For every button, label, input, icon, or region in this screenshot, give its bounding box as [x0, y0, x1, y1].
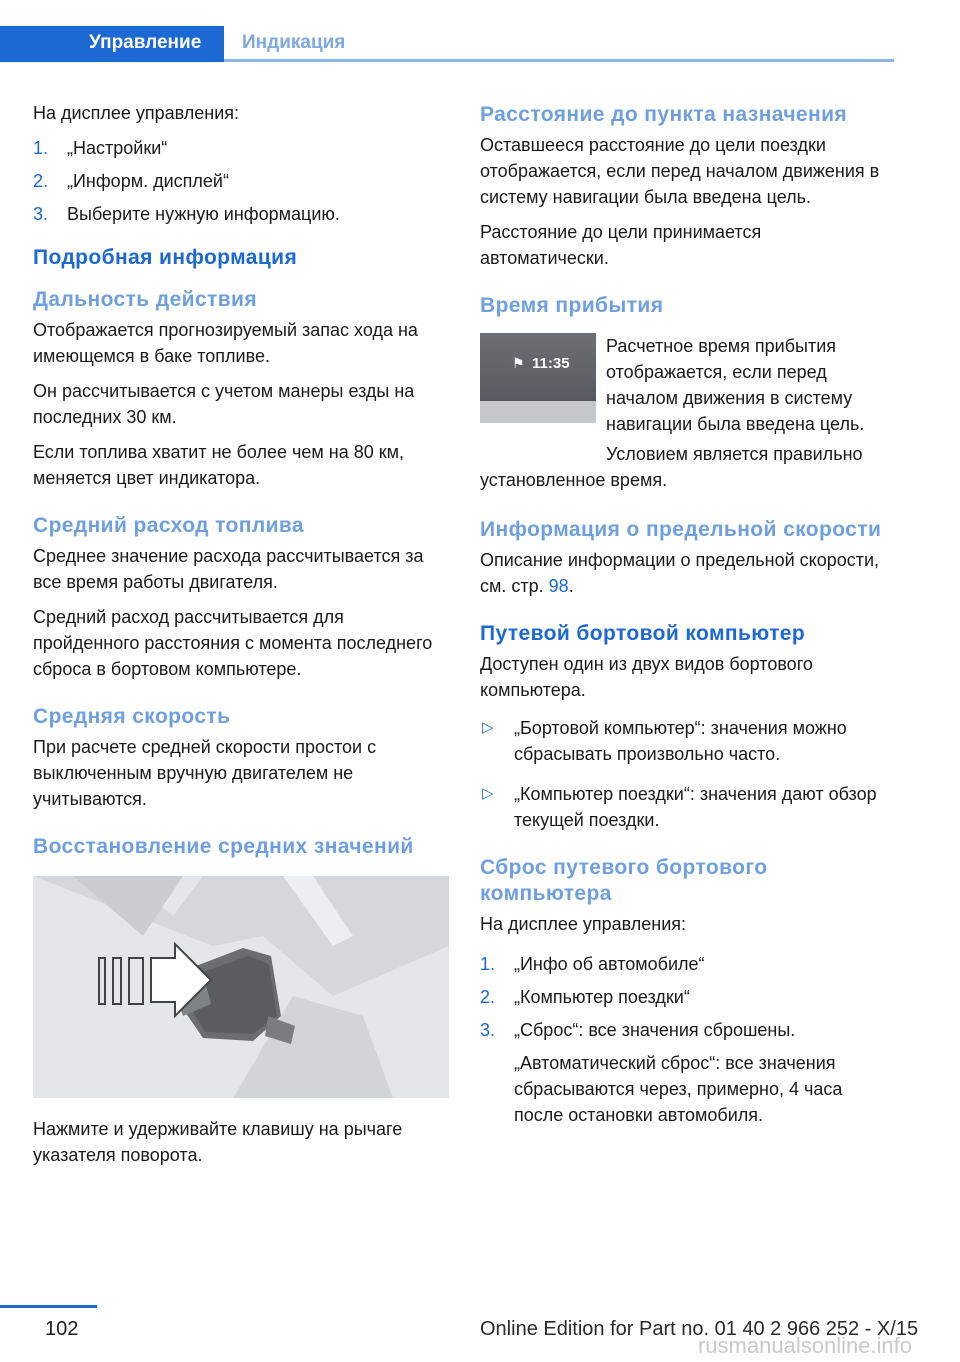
avg-speed-text: При расчете средней скорости простои с выключенным вручную двигателем не учитываются.: [33, 737, 377, 809]
header-tabs: [0, 26, 894, 62]
tab-control[interactable]: Управление: [0, 26, 224, 62]
section-title: Подробная информация: [33, 246, 298, 269]
footer-rule: [0, 1305, 97, 1308]
step-number: 1.: [480, 954, 496, 974]
step-text: „Настройки“: [67, 138, 168, 158]
lever-illustration: [33, 876, 449, 1098]
left-column: [33, 100, 449, 1177]
trip-computer-text: Доступен один из двух видов бортового компьютера.: [480, 654, 813, 700]
triangle-bullet-icon: ▷: [482, 719, 494, 736]
reset-averages-text: Нажмите и удерживайте клавишу на рычаге указателя поворота.: [33, 1119, 403, 1165]
arrival-text-1: Расчетное время прибытия отображается, если перед началом движения в систему навигации была введена цель.: [606, 336, 865, 434]
arrival-text-2: Условием является правильно установленное время.: [480, 444, 863, 490]
range-text-3: Если топлива хватит не более чем на 80 км, меняется цвет индикатора.: [33, 442, 405, 488]
list-item: [33, 168, 449, 194]
list-item: [480, 715, 894, 767]
tab-underline: [224, 59, 894, 62]
step-number: 1.: [33, 138, 49, 158]
range-text-2: Он рассчитывается с учетом манеры езды на последних 30 км.: [33, 381, 415, 427]
flag-icon: ⚑: [512, 355, 525, 371]
arrival-display-image: [480, 333, 596, 423]
trip-reset-intro: На дисплее управления:: [480, 914, 687, 934]
bullet-text: „Бортовой компьютер“: значения можно сбрасывать произвольно часто.: [514, 718, 847, 764]
bullet-text: „Компьютер поездки“: значения дают обзор текущей поездки.: [514, 784, 877, 830]
edition-text: Online Edition for Part no. 01 40 2 966 252 - X/15: [480, 1318, 919, 1340]
arrival-text: [606, 333, 896, 446]
page-link[interactable]: 98: [548, 576, 569, 596]
trip-reset-auto-text: „Автоматический сброс“: все значения сбрасываются через, примерно, 4 часа после остановки автомобиля.: [514, 1053, 843, 1125]
arrival-display-time: 11:35: [532, 355, 570, 372]
triangle-bullet-icon: ▷: [482, 785, 494, 802]
step-number: 2.: [33, 171, 49, 191]
distance-text-2: Расстояние до цели принимается автоматически.: [480, 222, 762, 268]
list-item: [480, 781, 894, 833]
arrival-title: Время прибытия: [480, 294, 664, 317]
step-number: 3.: [33, 204, 49, 224]
watermark-text: rusmanualsonline.info: [698, 1333, 913, 1358]
arrival-block: [480, 333, 894, 443]
avg-consumption-text-2: Средний расход рассчитывается для пройденного расстояния с момента последнего сброса в бортовом компьютере.: [33, 607, 433, 679]
intro-text: На дисплее управления:: [33, 103, 240, 123]
speed-limit-title: Информация о предельной скорости: [480, 518, 882, 541]
list-item: [480, 951, 894, 977]
page-number: 102: [45, 1318, 79, 1340]
right-column: [480, 100, 894, 1128]
turn-signal-lever-image: [33, 876, 449, 1098]
avg-consumption-text-1: Среднее значение расхода рассчитывается за все время работы двигателя.: [33, 546, 424, 592]
tab-display[interactable]: Индикация: [242, 32, 346, 53]
speed-limit-text: Описание информации о предельной скорости, см. стр. 98.: [480, 550, 880, 596]
step-number: 3.: [480, 1020, 496, 1040]
trip-computer-list: [480, 715, 894, 833]
reset-averages-title: Восстановление средних значений: [33, 835, 414, 858]
step-text: „Сброс“: все значения сброшены.: [514, 1020, 796, 1040]
distance-title: Расстояние до пункта назначения: [480, 103, 848, 126]
step-text: Выберите нужную информацию.: [67, 204, 340, 224]
steps-list: [33, 135, 449, 227]
list-item: [480, 1017, 894, 1043]
speed-limit-desc: Описание информации о предельной скорости, см. стр.: [480, 550, 880, 596]
list-item: [33, 135, 449, 161]
step-text: „Информ. дисплей“: [67, 171, 229, 191]
step-text: „Компьютер поездки“: [514, 987, 690, 1007]
display-bezel: [480, 401, 596, 423]
trip-reset-title: Сброс путевого бортового компьютера: [480, 856, 768, 905]
list-item: [33, 201, 449, 227]
step-text: „Инфо об автомобиле“: [514, 954, 705, 974]
step-number: 2.: [480, 987, 496, 1007]
range-text-1: Отображается прогнозируемый запас хода на имеющемся в баке топливе.: [33, 320, 418, 366]
avg-speed-title: Средняя скорость: [33, 705, 231, 728]
trip-computer-title: Путевой бортовой компьютер: [480, 622, 806, 645]
distance-text-1: Оставшееся расстояние до цели поездки отображается, если перед началом движения в систему навигации была введена цель.: [480, 135, 880, 207]
list-item: [480, 984, 894, 1010]
trip-reset-steps: [480, 951, 894, 1043]
avg-consumption-title: Средний расход топлива: [33, 514, 305, 537]
range-title: Дальность действия: [33, 288, 257, 311]
